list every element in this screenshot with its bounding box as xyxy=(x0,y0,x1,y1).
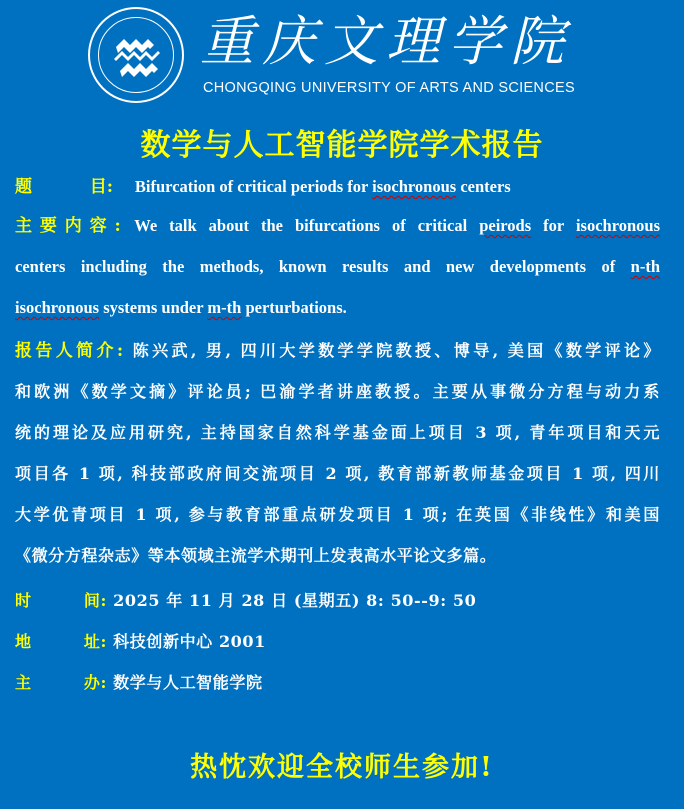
place-label-1: 地 xyxy=(15,632,32,651)
host-label-2: 办: xyxy=(83,673,107,692)
content-text-misspelled: isochronous xyxy=(575,216,660,235)
content-text-misspelled: m-th xyxy=(207,298,242,317)
topic-value xyxy=(135,177,511,196)
content-section xyxy=(15,205,660,328)
host-row xyxy=(15,670,263,693)
topic-text-misspelled: isochronous xyxy=(372,177,457,196)
header xyxy=(0,0,684,110)
content-text: We talk about the bifurcations of critical xyxy=(134,216,480,235)
page-title: 数学与人工智能学院学术报告 xyxy=(140,128,544,163)
topic-label-1: 题 xyxy=(15,177,32,197)
topic-row xyxy=(15,172,511,197)
content-text: perturbations. xyxy=(241,298,347,317)
speaker-section xyxy=(15,330,660,576)
host-label-1: 主 xyxy=(15,673,32,692)
speaker-text: 陈兴武, 男, 四川大学数学学院教授、博导, 美国《数学评论》 xyxy=(132,341,660,360)
time-value: 2025 年 11 月 28 日 (星期五) 8: 50--9: 50 xyxy=(113,591,477,610)
content-line-3 xyxy=(15,287,660,328)
time-row xyxy=(15,588,476,611)
wave-emblem-icon xyxy=(90,9,186,105)
speaker-label: 报告人简介: xyxy=(15,341,124,361)
content-text: centers including the methods, known results and new developments of xyxy=(15,257,631,276)
welcome-message: 热忱欢迎全校师生参加! xyxy=(190,752,494,783)
host-value: 数学与人工智能学院 xyxy=(113,673,263,692)
speaker-line-3: 统的理论及应用研究, 主持国家自然科学基金面上项目 3 项, 青年项目和天元 xyxy=(15,423,660,442)
time-label-1: 时 xyxy=(15,591,32,610)
content-text-misspelled: isochronous xyxy=(15,298,100,317)
content-text: systems under xyxy=(99,298,208,317)
speaker-line-5: 大学优青项目 1 项, 参与教育部重点研发项目 1 项; 在英国《非线性》和美国 xyxy=(15,505,660,524)
time-label xyxy=(15,588,107,611)
place-label xyxy=(15,629,107,652)
content-text-misspelled: peirods xyxy=(479,216,532,235)
topic-label xyxy=(15,172,113,197)
content-text-misspelled: n-th xyxy=(630,257,660,276)
topic-text-b: centers xyxy=(456,177,511,196)
speaker-line-1 xyxy=(15,330,660,371)
university-seal-logo xyxy=(88,7,184,103)
content-text: for xyxy=(531,216,576,235)
university-name-en: CHONGQING UNIVERSITY OF ARTS AND SCIENCES xyxy=(203,80,575,96)
host-label xyxy=(15,670,107,693)
content-line-1 xyxy=(15,205,660,246)
content-label: 主要内容: xyxy=(15,216,121,236)
place-value: 科技创新中心 2001 xyxy=(113,632,266,651)
content-line-2 xyxy=(15,246,660,287)
university-name-cn: 重庆文理学院 xyxy=(200,10,572,73)
place-row xyxy=(15,629,266,652)
topic-label-2: 目: xyxy=(89,177,113,197)
speaker-line-2: 和欧洲《数学文摘》评论员; 巴渝学者讲座教授。主要从事微分方程与动力系 xyxy=(15,382,660,401)
topic-text-a: Bifurcation of critical periods for xyxy=(134,177,373,196)
place-label-2: 址: xyxy=(83,632,107,651)
time-label-2: 间: xyxy=(83,591,107,610)
speaker-line-4: 项目各 1 项, 科技部政府间交流项目 2 项, 教育部新教师基金项目 1 项, 四川 xyxy=(15,464,660,483)
speaker-line-6: 《微分方程杂志》等本领域主流学术期刊上发表高水平论文多篇。 xyxy=(15,546,497,565)
